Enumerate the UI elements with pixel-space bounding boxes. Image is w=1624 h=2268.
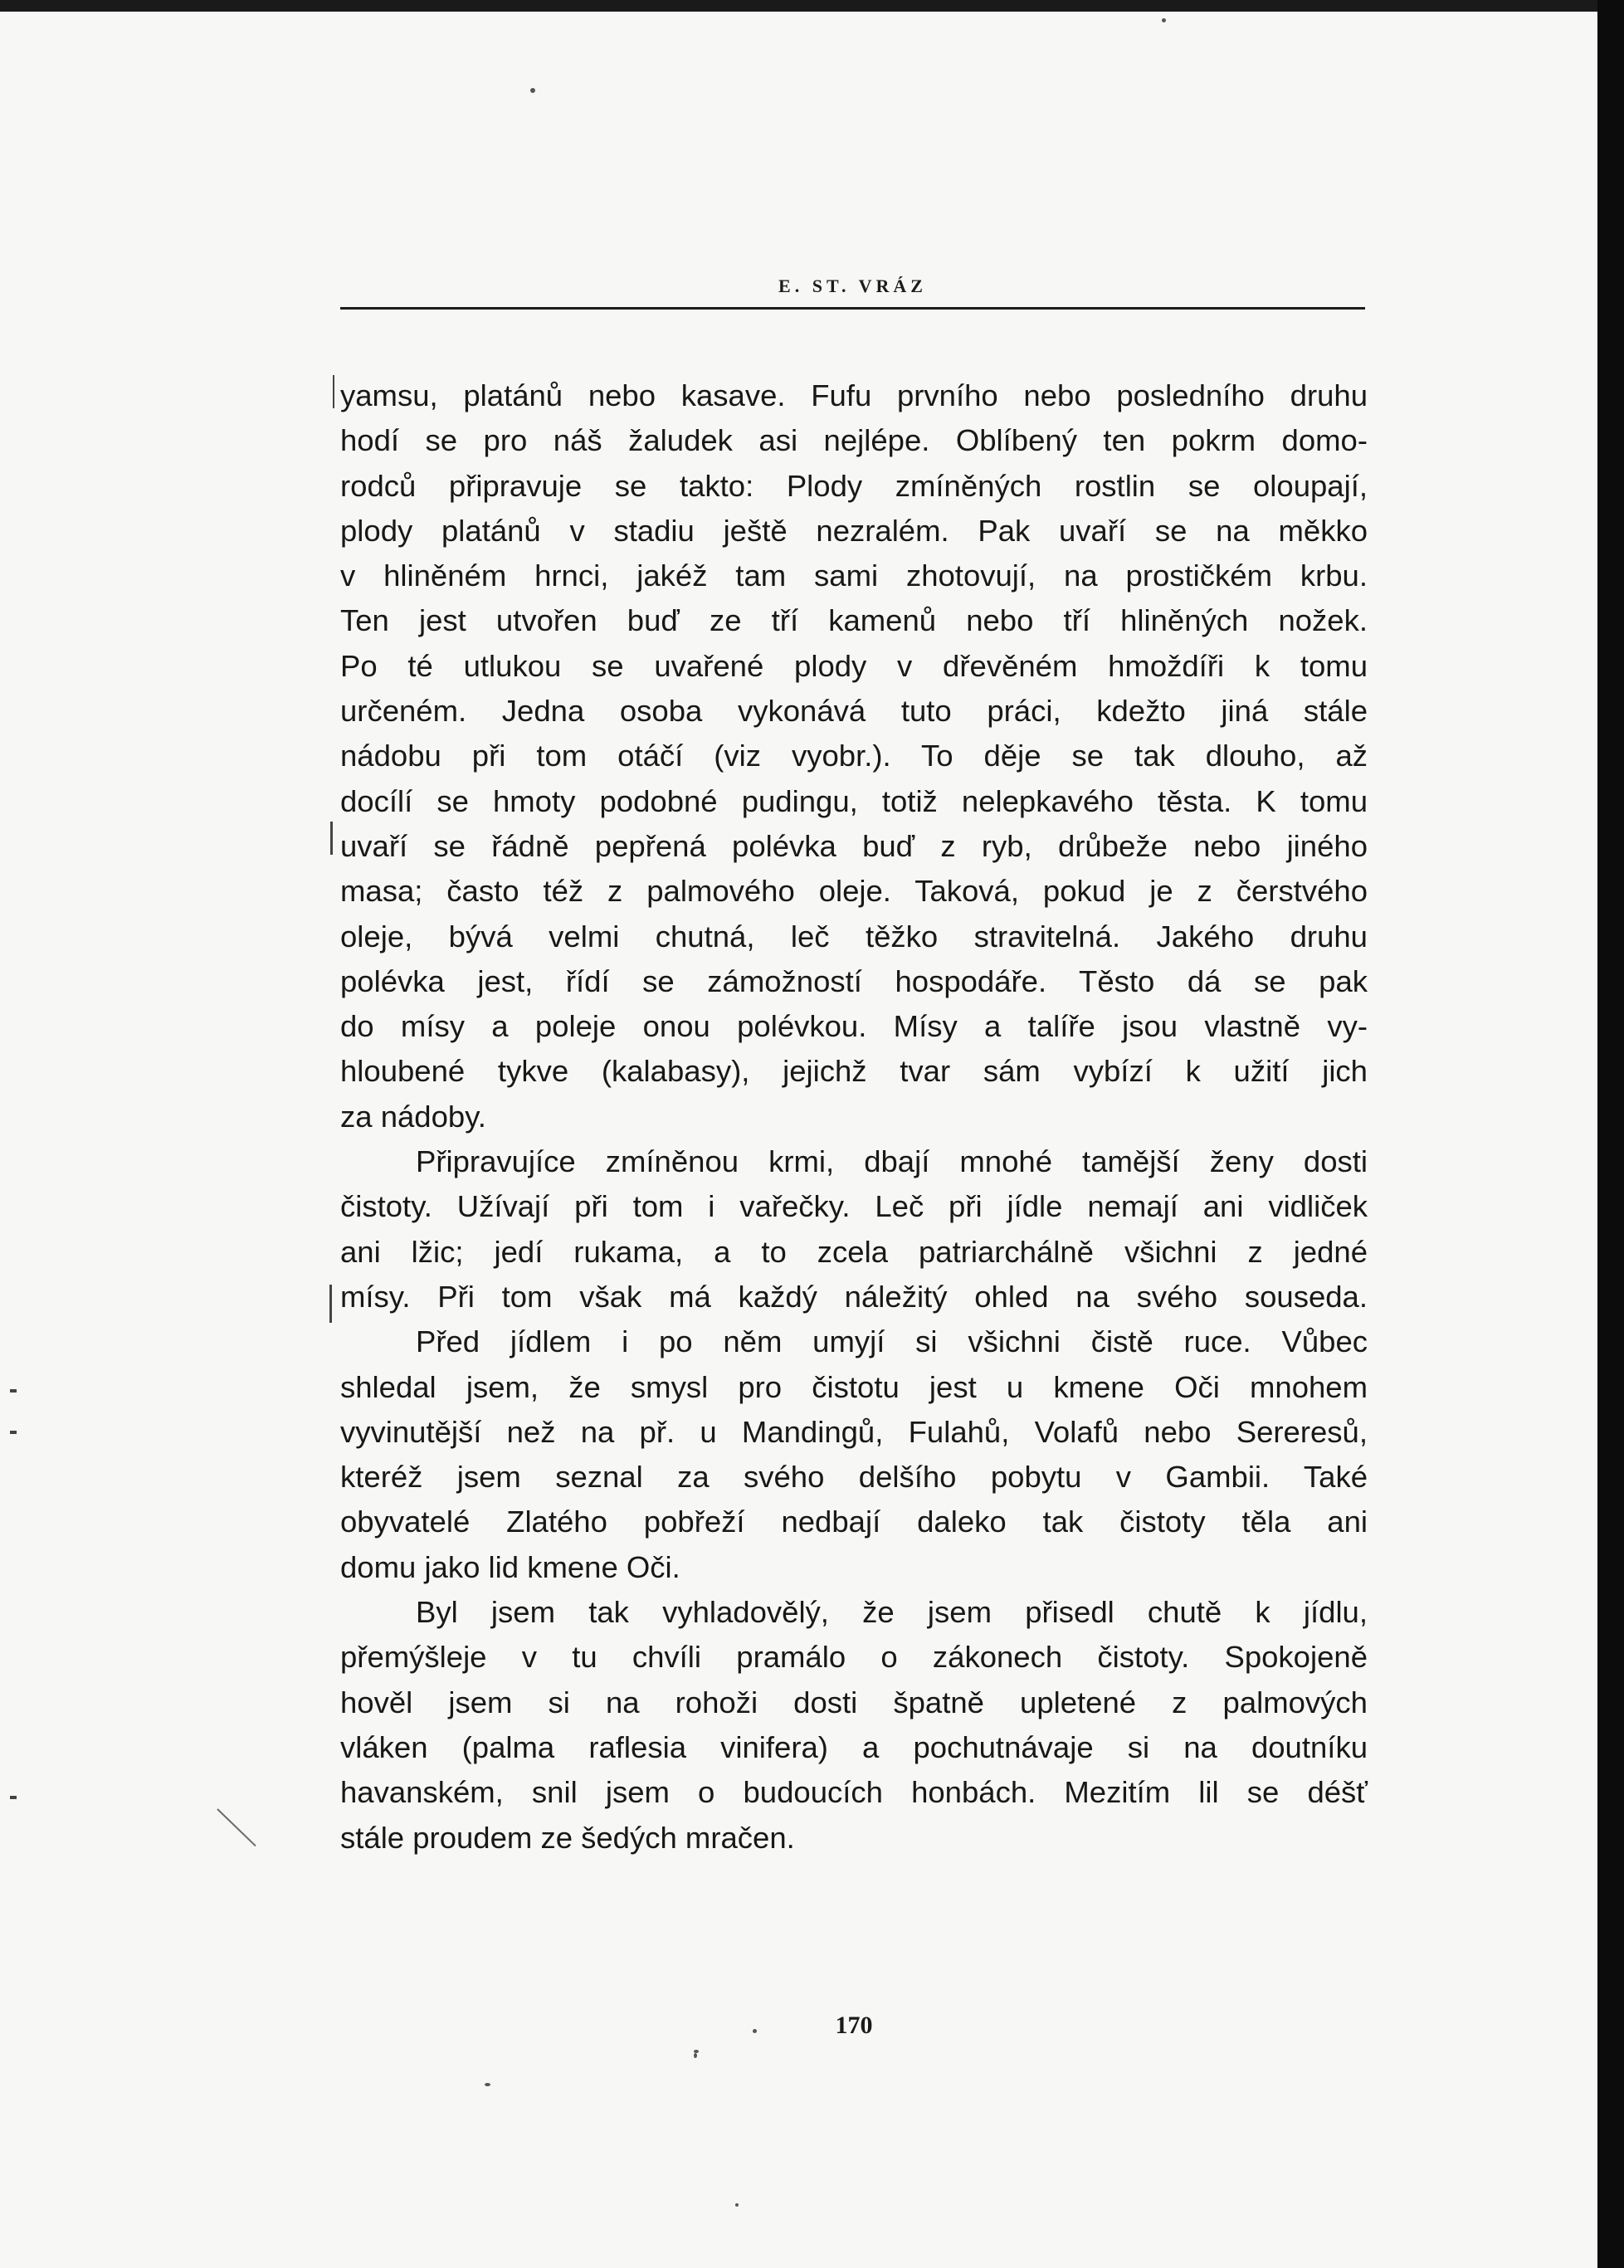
text-line: stále proudem ze šedých mračen. <box>340 1820 795 1855</box>
scan-scratch <box>217 1808 256 1846</box>
text-line: Před jídlem i po něm umyjí si všichni čistě ruce. Vůbec <box>416 1324 1368 1359</box>
running-head: E. ST. VRÁZ <box>778 276 927 296</box>
text-line: do mísy a poleje onou polévkou. Mísy a talíře jsou vlastně vy- <box>340 1009 1368 1044</box>
scan-right-edge <box>1597 0 1624 2268</box>
header-rule <box>340 307 1365 310</box>
margin-mark <box>10 1389 17 1393</box>
scan-speck <box>753 2029 757 2033</box>
text-line: yamsu, platánů nebo kasave. Fufu prvního nebo posledního druhu <box>340 378 1368 412</box>
text-line: Ten jest utvořen buď ze tří kamenů nebo tří hliněných nožek. <box>340 603 1368 638</box>
margin-mark <box>333 375 334 408</box>
text-line: přemýšleje v tu chvíli pramálo o zákonech čistoty. Spokojeně <box>340 1640 1368 1675</box>
scan-speck <box>530 88 535 93</box>
text-line: polévka jest, řídí se zámožností hospodáře. Těsto dá se pak <box>340 963 1368 998</box>
page-number: 170 <box>835 2012 873 2039</box>
book-page <box>0 12 1597 2268</box>
text-line: rodců připravuje se takto: Plody zmíněných rostlin se oloupají, <box>340 468 1368 503</box>
scan-top-edge <box>0 0 1624 12</box>
text-line: masa; často též z palmového oleje. Taková, pokud je z čerstvého <box>340 874 1368 909</box>
paragraph-4 <box>340 1590 1368 1861</box>
margin-mark <box>330 822 333 855</box>
text-line: docílí se hmoty podobné pudingu, totiž nelepkavého těsta. K tomu <box>340 783 1368 818</box>
scan-speck <box>735 2203 739 2207</box>
text-line: hloubené tykve (kalabasy), jejichž tvar sám vybízí k užití jich <box>340 1054 1368 1089</box>
text-line: za nádoby. <box>340 1099 486 1134</box>
text-line: kteréž jsem seznal za svého delšího pobytu v Gambii. Také <box>340 1460 1368 1495</box>
text-line: uvaří se řádně pepřená polévka buď z ryb, drůbeže nebo jiného <box>340 828 1368 863</box>
scan-speck <box>485 2083 490 2086</box>
margin-mark <box>10 1796 17 1799</box>
text-line: určeném. Jedna osoba vykonává tuto práci, kdežto jiná stále <box>340 694 1368 729</box>
paragraph-2 <box>340 1139 1368 1319</box>
text-line: v hliněném hrnci, jakéž tam sami zhotovují, na prostičkém krbu. <box>340 558 1368 593</box>
text-line: ani lžic; jedí rukama, a to zcela patriarchálně všichni z jedné <box>340 1234 1368 1269</box>
text-line: domu jako lid kmene Oči. <box>340 1549 680 1584</box>
text-line: vláken (palma raflesia vinifera) a pochutnávaje si na doutníku <box>340 1729 1368 1764</box>
text-line: Připravujíce zmíněnou krmi, dbají mnohé tamější ženy dosti <box>416 1144 1368 1179</box>
paragraph-1 <box>340 373 1368 1139</box>
text-line: shledal jsem, že smysl pro čistotu jest u kmene Oči mnohem <box>340 1369 1368 1404</box>
text-line: Byl jsem tak vyhladovělý, že jsem přisedl chutě k jídlu, <box>416 1595 1368 1630</box>
text-line: hověl jsem si na rohoži dosti špatně upletené z palmových <box>340 1685 1368 1719</box>
text-line: oleje, bývá velmi chutná, leč těžko stravitelná. Jakého druhu <box>340 919 1368 954</box>
text-line: Po té utlukou se uvařené plody v dřevěném hmoždíři k tomu <box>340 648 1368 683</box>
text-line: obyvatelé Zlatého pobřeží nedbají daleko tak čistoty těla ani <box>340 1505 1368 1539</box>
margin-mark <box>329 1285 332 1323</box>
scan-speck <box>694 2053 697 2058</box>
text-line: hodí se pro náš žaludek asi nejlépe. Oblíbený ten pokrm domo- <box>340 423 1368 458</box>
paragraph-3 <box>340 1319 1368 1590</box>
text-line: plody platánů v stadiu ještě nezralém. Pak uvaří se na měkko <box>340 513 1368 548</box>
text-line: mísy. Při tom však má každý náležitý ohled na svého souseda. <box>340 1279 1368 1314</box>
margin-mark <box>10 1431 17 1434</box>
scan-speck <box>1162 18 1166 22</box>
body-text <box>340 373 1368 1861</box>
text-line: havanském, snil jsem o budoucích honbách. Mezitím lil se déšť <box>340 1775 1368 1810</box>
text-line: vyvinutější než na př. u Mandingů, Fulahů, Volafů nebo Sereresů, <box>340 1414 1368 1449</box>
text-line: nádobu při tom otáčí (viz vyobr.). To děje se tak dlouho, až <box>340 739 1368 773</box>
text-line: čistoty. Užívají při tom i vařečky. Leč při jídle nemají ani vidliček <box>340 1189 1368 1224</box>
